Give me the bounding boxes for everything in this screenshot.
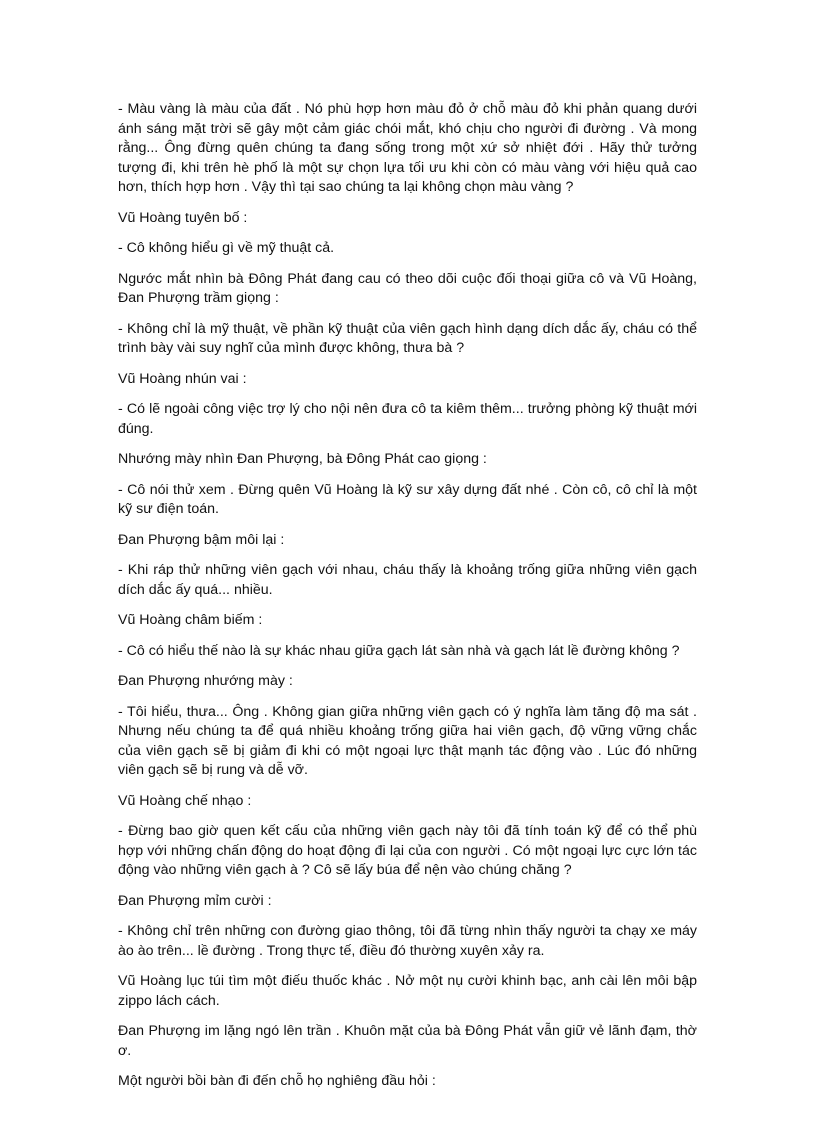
paragraph: - Màu vàng là màu của đất . Nó phù hợp hơn màu đỏ ở chỗ màu đỏ khi phản quang dưới ánh sáng mặt trời sẽ gây một cảm giác chói mắt, khó chịu cho người đi đường . Và mong rằng... Ông đừng quên chúng ta đang sống trong một xứ sở nhiệt đới . Hãy thử tưởng tượng đi, khi trên hè phố là một sự chọn lựa tối ưu khi còn có màu vàng với hiệu quả cao hơn, thích hợp hơn . Vậy thì tại sao chúng ta lại không chọn màu vàng ?	[118, 101, 697, 195]
paragraph: Đan Phượng im lặng ngó lên trần . Khuôn mặt của bà Đông Phát vẫn giữ vẻ lãnh đạm, thờ ơ.	[118, 1023, 697, 1059]
paragraph: Đan Phượng mỉm cười :	[118, 892, 272, 909]
paragraph: Đan Phượng bậm môi lại :	[118, 531, 285, 548]
paragraph: - Đừng bao giờ quen kết cấu của những viên gạch này tôi đã tính toán kỹ để có thể phù hợp với những chấn động do hoạt động đi lại của con người . Có một ngoại lực cực lớn tác động vào những viên gạch à ? Cô sẽ lấy búa để nện vào chúng chăng ?	[118, 823, 697, 878]
paragraph: Vũ Hoàng nhún vai :	[118, 370, 247, 387]
paragraph: - Cô có hiểu thế nào là sự khác nhau giữa gạch lát sàn nhà và gạch lát lề đường không ?	[118, 642, 680, 659]
paragraph: Vũ Hoàng lục túi tìm một điếu thuốc khác . Nở một nụ cười khinh bạc, anh cài lên môi bập zippo lách cách.	[118, 973, 697, 1009]
paragraph: - Có lẽ ngoài công việc trợ lý cho nội nên đưa cô ta kiêm thêm... trưởng phòng kỹ thuật mới đúng.	[118, 401, 697, 437]
paragraph: Vũ Hoàng châm biếm :	[118, 612, 263, 628]
paragraph: - Cô nói thử xem . Đừng quên Vũ Hoàng là kỹ sư xây dựng đất nhé . Còn cô, cô chỉ là một kỹ sư điện toán.	[118, 481, 697, 517]
paragraph: - Không chỉ trên những con đường giao thông, tôi đã từng nhìn thấy người ta chạy xe máy ào ào trên... lề đường . Trong thực tế, điều đó thường xuyên xảy ra.	[118, 923, 697, 959]
document-page	[118, 100, 697, 1103]
paragraph: Một người bồi bàn đi đến chỗ họ nghiêng đầu hỏi :	[118, 1073, 436, 1089]
paragraph: Đan Phượng nhướng mày :	[118, 673, 293, 689]
paragraph: - Cô không hiểu gì về mỹ thuật cả.	[118, 240, 335, 256]
paragraph: - Tôi hiểu, thưa... Ông . Không gian giữa những viên gạch có ý nghĩa làm tăng độ ma sát . Nhưng nếu chúng ta để quá nhiều khoảng trống giữa hai viên gạch, độ vững vững chắc của viên gạch sẽ bị giảm đi khi có một ngoại lực thật mạnh tác động vào . Lúc đó những viên gạch sẽ bị rung và dễ vỡ.	[118, 703, 697, 778]
paragraph: - Khi ráp thử những viên gạch với nhau, cháu thấy là khoảng trống giữa những viên gạch dích dắc ấy quá... nhiều.	[118, 562, 697, 598]
paragraph: - Không chỉ là mỹ thuật, về phần kỹ thuật của viên gạch hình dạng dích dắc ấy, cháu có thể trình bày vài suy nghĩ của mình được không, thưa bà ?	[118, 320, 697, 356]
paragraph: Vũ Hoàng chế nhạo :	[118, 792, 252, 809]
paragraph: Vũ Hoàng tuyên bố :	[118, 209, 248, 226]
paragraph: Nhướng mày nhìn Đan Phượng, bà Đông Phát cao giọng :	[118, 451, 487, 467]
paragraph: Ngước mắt nhìn bà Đông Phát đang cau có theo dõi cuộc đối thoại giữa cô và Vũ Hoàng, Đan Phượng trầm giọng :	[118, 270, 697, 306]
